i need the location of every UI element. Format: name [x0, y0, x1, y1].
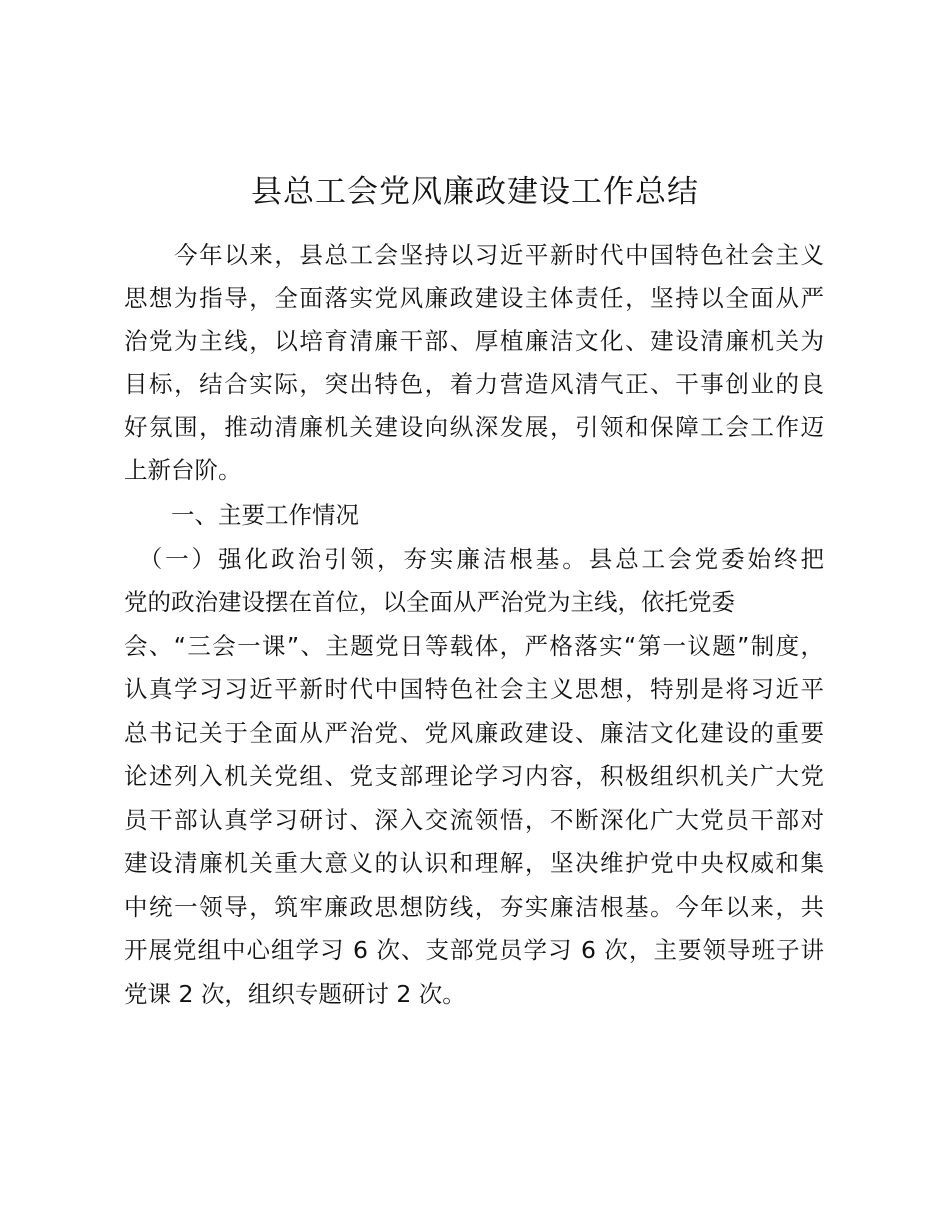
body-line: 总书记关于全面从严治党、党风廉政建设、廉洁文化建设的重要 [124, 719, 824, 747]
body-line: 今年以来，县总工会坚持以习近平新时代中国特色社会主义 [124, 241, 824, 269]
body-line: 党的政治建设摆在首位，以全面从严治党为主线，依托党委 [124, 588, 735, 616]
body-line: （一）强化政治引领，夯实廉洁根基。县总工会党委始终把 [124, 545, 824, 573]
body-line: 员干部认真学习研讨、深入交流领悟，不断深化广大党员干部对 [124, 806, 824, 834]
document-title: 县总工会党风廉政建设工作总结 [251, 174, 699, 210]
body-line: 开展党组中心组学习 6 次、支部党员学习 6 次，主要领导班子讲 [124, 936, 824, 964]
body-line: 思想为指导，全面落实党风廉政建设主体责任，坚持以全面从严 [124, 284, 824, 312]
body-line: 会、“三会一课”、主题党日等载体，严格落实“第一议题”制度， [124, 632, 824, 660]
body-line: 好氛围，推动清廉机关建设向纵深发展，引领和保障工会工作迈 [124, 413, 824, 441]
body-line: 认真学习习近平新时代中国特色社会主义思想，特别是将习近平 [124, 675, 824, 703]
body-line: 建设清廉机关重大意义的认识和理解，坚决维护党中央权威和集 [124, 849, 824, 877]
body-line: 中统一领导，筑牢廉政思想防线，夯实廉洁根基。今年以来，共 [124, 893, 824, 921]
body-line: 论述列入机关党组、党支部理论学习内容，积极组织机关广大党 [124, 762, 824, 790]
body-line: 党课 2 次，组织专题研讨 2 次。 [124, 980, 466, 1008]
body-line: 上新台阶。 [124, 456, 242, 484]
body-line: 目标，结合实际，突出特色，着力营造风清气正、干事创业的良 [124, 370, 824, 398]
body-line: 治党为主线，以培育清廉干部、厚植廉洁文化、建设清廉机关为 [124, 327, 824, 355]
section-heading: 一、主要工作情况 [124, 501, 359, 529]
